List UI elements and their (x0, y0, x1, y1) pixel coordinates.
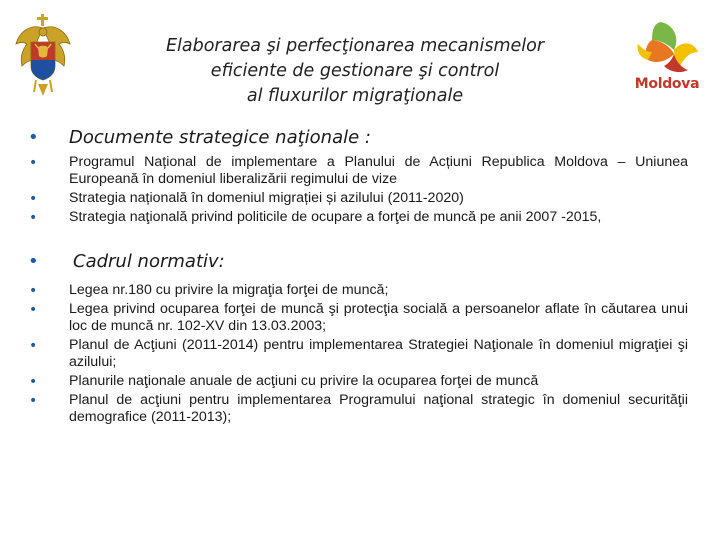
list-item (28, 209, 688, 226)
list-item (28, 373, 688, 390)
bullet-icon: • (29, 302, 38, 318)
section-heading-text: Documente strategice naţionale : (69, 127, 371, 148)
bullet-icon: • (29, 155, 38, 171)
list-item (28, 301, 688, 335)
list-item-text: Planul de acţiuni pentru implementarea Programului naţional strategic în domeniul securităţii demografice (2011-2013); (69, 392, 688, 425)
bullet-icon: • (29, 191, 38, 207)
list-item (28, 190, 688, 207)
bullet-icon: • (28, 127, 39, 148)
bullet-list (28, 154, 688, 226)
section-heading (28, 250, 688, 274)
brand-wordmark: Moldova (634, 76, 700, 92)
title-line: Elaborarea şi perfecţionarea mecanismelor (165, 36, 545, 56)
list-item (28, 392, 688, 426)
list-item-text: Planul de Acţiuni (2011-2014) pentru implementarea Strategiei Naţionale în domeniul migraţiei şi azilului; (69, 337, 688, 370)
bullet-icon: • (29, 210, 38, 226)
list-item-text: Programul Național de implementare a Planului de Acțiuni Republica Moldova – Uniunea Europeană în domeniul liberalizării regimului de vize (69, 154, 688, 187)
list-item (28, 337, 688, 371)
bullet-icon: • (29, 283, 38, 299)
bullet-icon: • (29, 338, 38, 354)
list-item (28, 282, 688, 299)
section-heading-text: Cadrul normativ: (73, 251, 225, 272)
list-item-text: Strategia naţională privind politicile de ocupare a forţei de muncă pe anii 2007 -2015, (69, 209, 602, 225)
bullet-icon: • (28, 251, 39, 272)
slide-title (110, 34, 600, 109)
title-line: eficiente de gestionare şi control (210, 61, 500, 81)
title-line: al fluxurilor migraţionale (246, 86, 464, 106)
list-item-text: Planurile naţionale anuale de acţiuni cu privire la ocuparea forţei de muncă (69, 373, 539, 389)
bullet-icon: • (29, 393, 38, 409)
list-item-text: Strategia națională în domeniul migrației și azilului (2011-2020) (69, 190, 464, 206)
list-item-text: Legea nr.180 cu privire la migraţia forţei de muncă; (69, 282, 389, 298)
bullet-list (28, 282, 688, 426)
slide-body (28, 126, 688, 428)
list-item (28, 154, 688, 188)
bullet-icon: • (29, 374, 38, 390)
list-item-text: Legea privind ocuparea forţei de muncă şi protecţia socială a persoanelor aflate în căutarea unui loc de muncă nr. 102-XV din 13.03.2003; (69, 301, 688, 334)
section-heading (28, 126, 688, 150)
moldova-brand-logo-icon (630, 18, 704, 98)
coat-of-arms-icon (14, 14, 72, 98)
